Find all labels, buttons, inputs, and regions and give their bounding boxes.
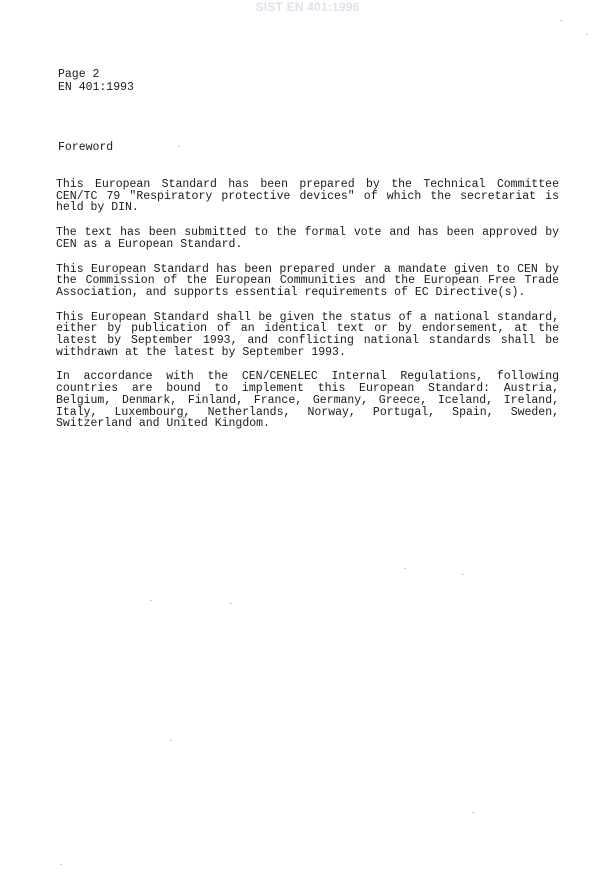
scan-speck [60,864,62,865]
watermark: SIST EN 401:1996 [255,0,360,14]
paragraph: This European Standard has been prepared under a mandate given to CEN by the Commission of the European Communities and the European Free Trade Association, and supports essential requirements of EC Directive(s). [56,262,559,299]
page-number: Page 2 [58,68,100,81]
scan-speck [178,146,180,147]
section-title: Foreword [58,141,114,154]
standard-number: EN 401:1993 [58,81,134,94]
scan-speck [404,568,406,569]
paragraph: In accordance with the CEN/CENELEC Internal Regulations, following countries are bound to implement this European Standard: Austria, Belgium, Denmark, Finland, France, Germany, Greece, Iceland, Ireland, Italy, Luxembourg, Netherlands, Norway, Portugal, Spain, Sweden, Switzerland and United Kingdom. [56,370,559,431]
scan-speck [230,603,232,604]
scan-speck [560,20,562,21]
paragraph: This European Standard has been prepared by the Technical Committee CEN/TC 79 "Respiratory protective devices" of which the secretariat is held by DIN. [56,178,559,215]
scan-speck [150,600,152,601]
paragraph: This European Standard shall be given the status of a national standard, either by publication of an identical text or by endorsement, at the latest by September 1993, and conflicting national standards shall be withdrawn at the latest by September 1993. [56,310,559,359]
page-header [58,68,134,94]
foreword-body [56,179,559,443]
scan-speck [586,34,588,35]
scan-speck [472,812,474,813]
scan-speck [462,574,464,575]
paragraph: The text has been submitted to the formal vote and has been approved by CEN as a European Standard. [56,226,559,251]
scan-speck [170,740,172,741]
